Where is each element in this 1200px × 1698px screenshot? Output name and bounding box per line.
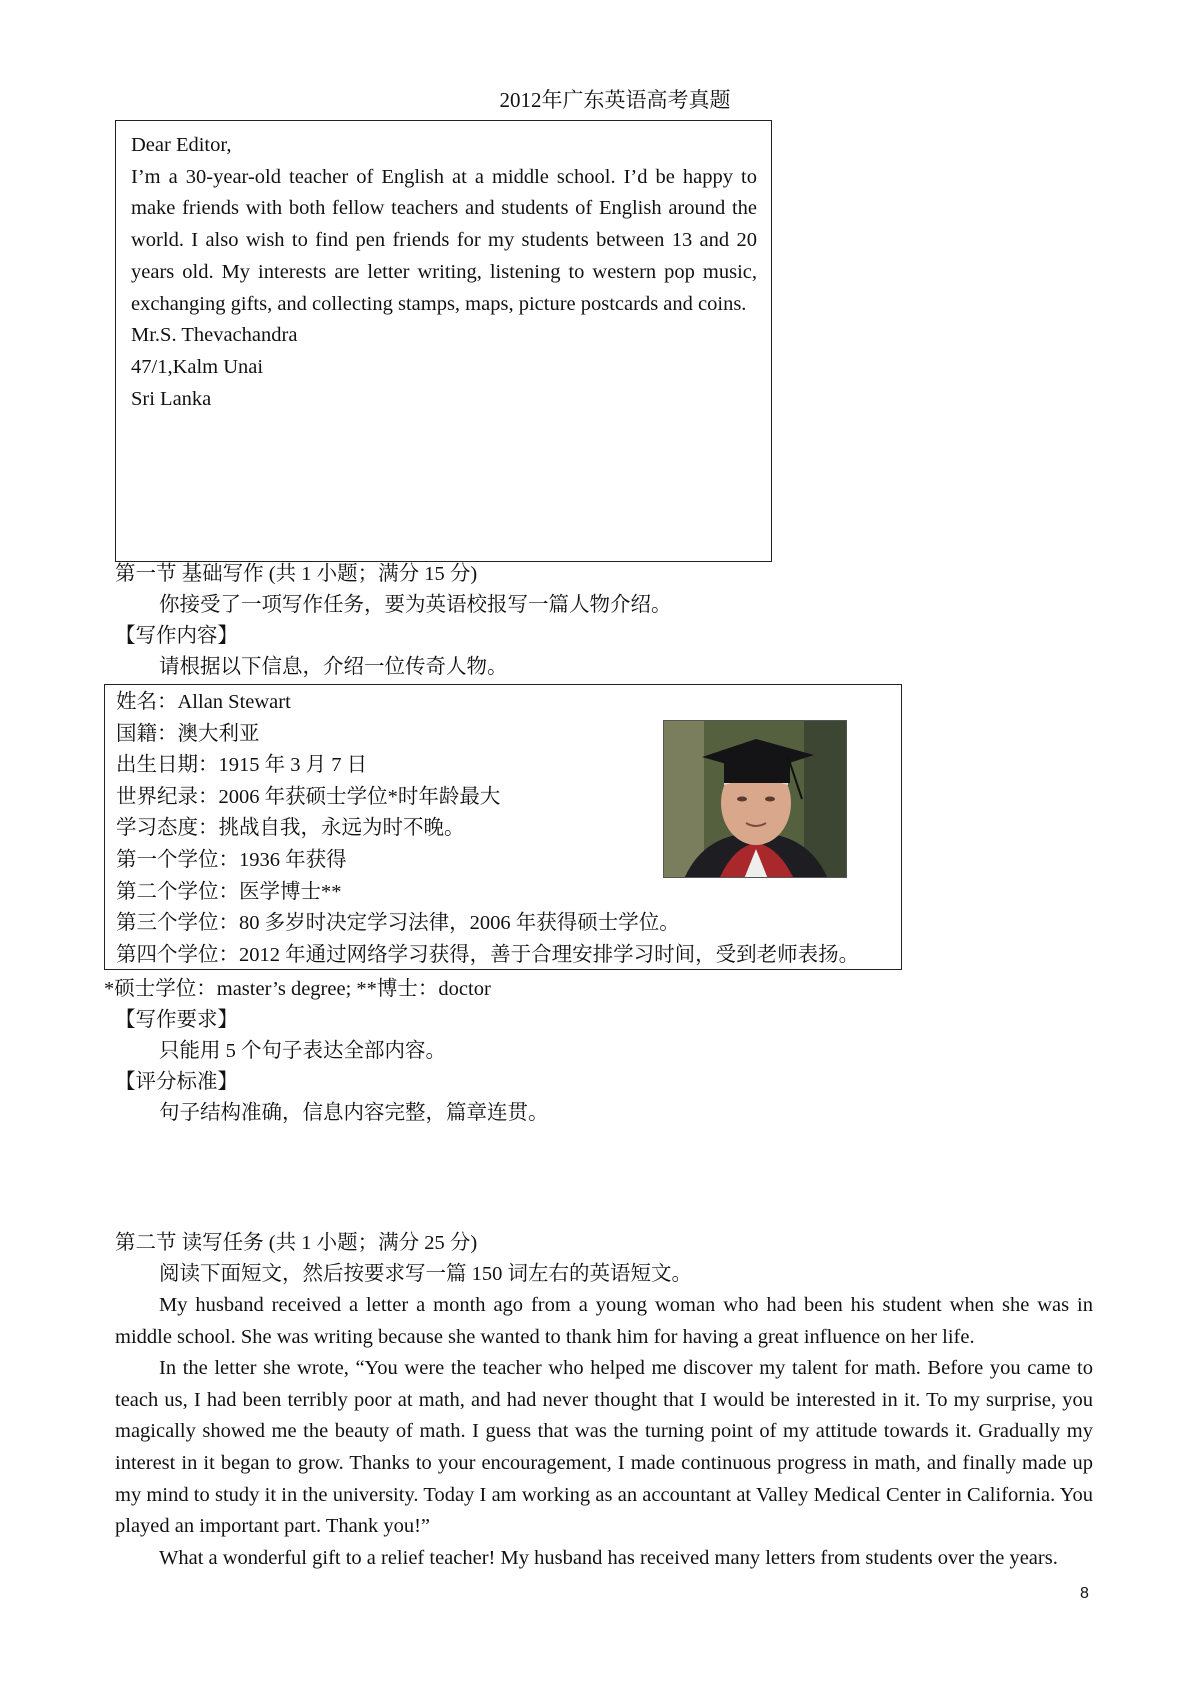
info-second-degree: 第二个学位：医学博士** [116,880,342,903]
info-attitude: 学习态度：挑战自我，永远为时不晚。 [116,817,465,840]
passage-paragraph: In the letter she wrote, “You were the teacher who helped me discover my talent for math. Before you came to teach us, I had been terribly poor at math, and had never thought that I would be interested in it. To my surprise, you magically showed me the beauty of math. I guess that was the turning point of my attitude towards it. Gradually my interest in it began to grow. Thanks to your encouragement, I made continuous progress in math, and finally made up my mind to study it in the university. Today I am working as an accountant at Valley Medical Center in California. You played an important part. Thank you!” [115,1357,1093,1538]
requirement-text: 只能用 5 个句子表达全部内容。 [159,1040,446,1062]
section2-intro: 阅读下面短文，然后按要求写一篇 150 词左右的英语短文。 [159,1263,692,1285]
requirement-heading: 【写作要求】 [115,1009,238,1031]
passage-paragraph: What a wonderful gift to a relief teacher! My husband has received many letters from students over the years. [159,1546,1058,1569]
page-header: 2012年广东英语高考真题 [499,88,731,112]
info-world-record: 世界纪录：2006 年获硕士学位*时年龄最大 [116,785,501,808]
content-text: 请根据以下信息，介绍一位传奇人物。 [159,656,508,678]
graduate-photo [663,720,847,878]
letter-country: Sri Lanka [131,387,212,410]
graduate-portrait-icon [664,721,847,878]
info-name: 姓名：Allan Stewart [116,691,291,713]
info-birthdate: 出生日期：1915 年 3 月 7 日 [116,754,368,777]
info-first-degree: 第一个学位：1936 年获得 [116,848,347,871]
letter-body: I’m a 30-year-old teacher of English at a middle school. I’d be happy to make friends with both fellow teachers and students of English around the world. I also wish to find pen friends for my students between 13 and 20 years old. My interests are letter writing, listening to western pop music, exchanging gifts, and collecting stamps, maps, picture postcards and coins. [131,165,757,315]
scoring-text: 句子结构准确，信息内容完整，篇章连贯。 [159,1102,549,1124]
section1-title: 第一节 基础写作 (共 1 小题；满分 15 分) [115,563,478,585]
section2-title: 第二节 读写任务 (共 1 小题；满分 25 分) [115,1232,478,1254]
section1-intro: 你接受了一项写作任务，要为英语校报写一篇人物介绍。 [159,594,672,616]
scoring-heading: 【评分标准】 [115,1071,238,1093]
content-heading: 【写作内容】 [115,625,238,647]
info-nationality: 国籍：澳大利亚 [116,722,260,745]
reading-passage [115,1290,1093,1574]
letter-box [115,120,772,562]
letter-address-line: 47/1,Kalm Unai [131,355,264,378]
letter-greeting: Dear Editor, [131,134,232,156]
info-fourth-degree: 第四个学位：2012 年通过网络学习获得，善于合理安排学习时间，受到老师表扬。 [116,943,860,966]
page-number: 8 [1080,1585,1089,1602]
letter-signature-name: Mr.S. Thevachandra [131,324,298,347]
passage-paragraph: My husband received a letter a month ago from a young woman who had been his student when she was in middle school. She was writing because she wanted to thank him for having a great influence on her life. [115,1294,1093,1348]
info-third-degree: 第三个学位：80 多岁时决定学习法律，2006 年获得硕士学位。 [116,912,680,935]
footnote: *硕士学位：master’s degree; **博士：doctor [104,978,491,1000]
